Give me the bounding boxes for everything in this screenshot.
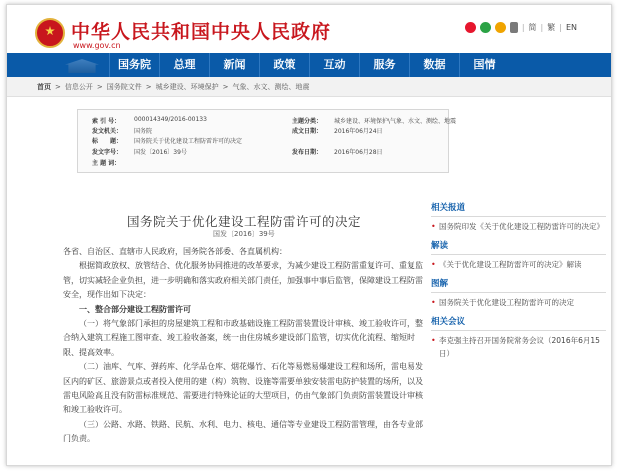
paragraph: 根据简政放权、放管结合、优化服务协同推进的改革要求，为减少建设工程防雷重复许可、重复监管，切实减轻企业负担，进一步明确和落实政府相关部门责任，加强事中事后监管，保障建设工程防雷安全，现作出如下决定：: [63, 261, 423, 300]
nav-item-country-info[interactable]: 国情: [459, 53, 509, 77]
info-row: [78, 116, 457, 126]
info-row: [78, 126, 450, 136]
issuer-label: 发文机关：: [92, 128, 123, 135]
breadcrumb-separator: >: [96, 82, 103, 91]
paragraph: （一）将气象部门承担的房屋建筑工程和市政基础设施工程防雷装置设计审核、竣工验收许可，整合纳入建筑工程施工图审查、竣工验收备案，统一由住房城乡建设部门监管，切实优化流程、缩短时限、提高效率。: [63, 319, 423, 357]
publish-date-value: 2016年06月28日: [334, 149, 383, 156]
separator: |: [540, 23, 544, 32]
interpretation-heading: 解读: [431, 241, 449, 251]
written-date-label: 成文日期：: [292, 128, 323, 135]
nav-item-premier[interactable]: 总理: [159, 53, 209, 77]
infographic-heading: 图解: [431, 279, 449, 289]
header-tools: [465, 22, 577, 33]
doc-number-value: 国发〔2016〕39号: [134, 149, 187, 156]
related-sidebar: [431, 201, 606, 360]
interpretation-link[interactable]: • 《关于优化建设工程防雷许可的决定》解读: [431, 258, 606, 271]
breadcrumb-separator: >: [145, 82, 152, 91]
index-label: 索 引 号：: [92, 118, 121, 125]
lang-simplified-link[interactable]: 简: [528, 23, 537, 32]
breadcrumb: [7, 77, 612, 97]
nav-item-data[interactable]: 数据: [409, 53, 459, 77]
paragraph: （二）油库、气库、弹药库、化学品仓库、烟花爆竹、石化等易燃易爆建设工程和场所，雷电易发区内的矿区、旅游景点或者投入使用的建（构）筑物、设施等需要单独安装雷电防护装置的场所，以及雷电风险高且没有防雷标准规范、需要进行特殊论证的大型项目，仍由气象部门负责防雷装置设计审核和竣工验收许可。: [63, 362, 423, 415]
separator: |: [559, 23, 562, 32]
separator: |: [521, 23, 525, 32]
title-label: 标 题：: [92, 138, 123, 145]
nav-item-news[interactable]: 新闻: [209, 53, 259, 77]
article-title: 国务院关于优化建设工程防雷许可的决定: [127, 214, 362, 229]
lang-traditional-link[interactable]: 繁: [547, 23, 556, 32]
related-report-link[interactable]: • 国务院印发《关于优化建设工程防雷许可的决定》: [431, 220, 606, 233]
publish-date-label: 发布日期：: [292, 149, 323, 156]
index-value: 000014349/2016-00133: [134, 116, 207, 123]
breadcrumb-home[interactable]: 首页: [37, 82, 51, 91]
browser-frame: [6, 4, 612, 466]
article-body: [63, 245, 428, 447]
related-meetings-heading: 相关会议: [431, 317, 466, 327]
keywords-label: 主 题 词：: [92, 160, 121, 167]
salutation: 各省、自治区、直辖市人民政府，国务院各部委、各直属机构：: [63, 247, 287, 256]
related-meeting-link[interactable]: • 李克强主持召开国务院常务会议（2016年6月15日）: [431, 334, 606, 360]
breadcrumb-separator: >: [55, 82, 61, 91]
divider: [431, 254, 606, 255]
nav-item-interaction[interactable]: 互动: [309, 53, 359, 77]
mobile-icon[interactable]: [510, 22, 518, 33]
site-header: [7, 5, 612, 53]
info-row: [78, 158, 450, 168]
infographic-link[interactable]: • 国务院关于优化建设工程防雷许可的决定: [431, 296, 606, 309]
main-nav: [7, 53, 612, 77]
info-row: [78, 136, 450, 146]
article-doc-number: 国发〔2016〕39号: [213, 230, 275, 238]
info-row: [78, 147, 450, 157]
document-info-table: [77, 109, 457, 173]
divider: [431, 330, 606, 331]
lang-en-link[interactable]: EN: [565, 23, 577, 32]
nav-item-services[interactable]: 服务: [359, 53, 409, 77]
breadcrumb-item[interactable]: 国务院文件: [106, 82, 142, 91]
site-title[interactable]: 中华人民共和国中央人民政府: [71, 21, 332, 43]
divider: [431, 216, 606, 217]
breadcrumb-separator: >: [222, 82, 229, 91]
topic-value: 城乡建设、环境保护\气象、水文、测绘、地震: [334, 118, 457, 125]
nav-item-state-council[interactable]: 国务院: [109, 53, 159, 77]
breadcrumb-item[interactable]: 信息公开: [64, 82, 93, 91]
home-building-icon[interactable]: [7, 53, 109, 77]
app-icon[interactable]: [495, 22, 506, 33]
site-url: www.gov.cn: [73, 41, 121, 50]
issuer-value: 国务院: [134, 128, 153, 135]
nav-item-policies[interactable]: 政策: [259, 53, 309, 77]
topic-label: 主题分类：: [292, 118, 323, 125]
section-heading: 一、整合部分建设工程防雷许可: [79, 304, 191, 314]
paragraph: （三）公路、水路、铁路、民航、水利、电力、核电、通信等专业建设工程防雷管理，由各专业部门负责。: [63, 419, 423, 444]
national-emblem-icon[interactable]: [35, 18, 65, 48]
wechat-icon[interactable]: [480, 22, 491, 33]
weibo-icon[interactable]: [465, 22, 476, 33]
breadcrumb-item[interactable]: 城乡建设、环境保护: [155, 82, 219, 91]
related-reports-heading: 相关报道: [431, 203, 466, 213]
doc-number-label: 发文字号：: [92, 149, 123, 156]
written-date-value: 2016年06月24日: [334, 128, 383, 135]
title-value: 国务院关于优化建设工程防雷许可的决定: [134, 138, 243, 145]
divider: [431, 292, 606, 293]
breadcrumb-item[interactable]: 气象、水文、测绘、地震: [232, 82, 310, 91]
